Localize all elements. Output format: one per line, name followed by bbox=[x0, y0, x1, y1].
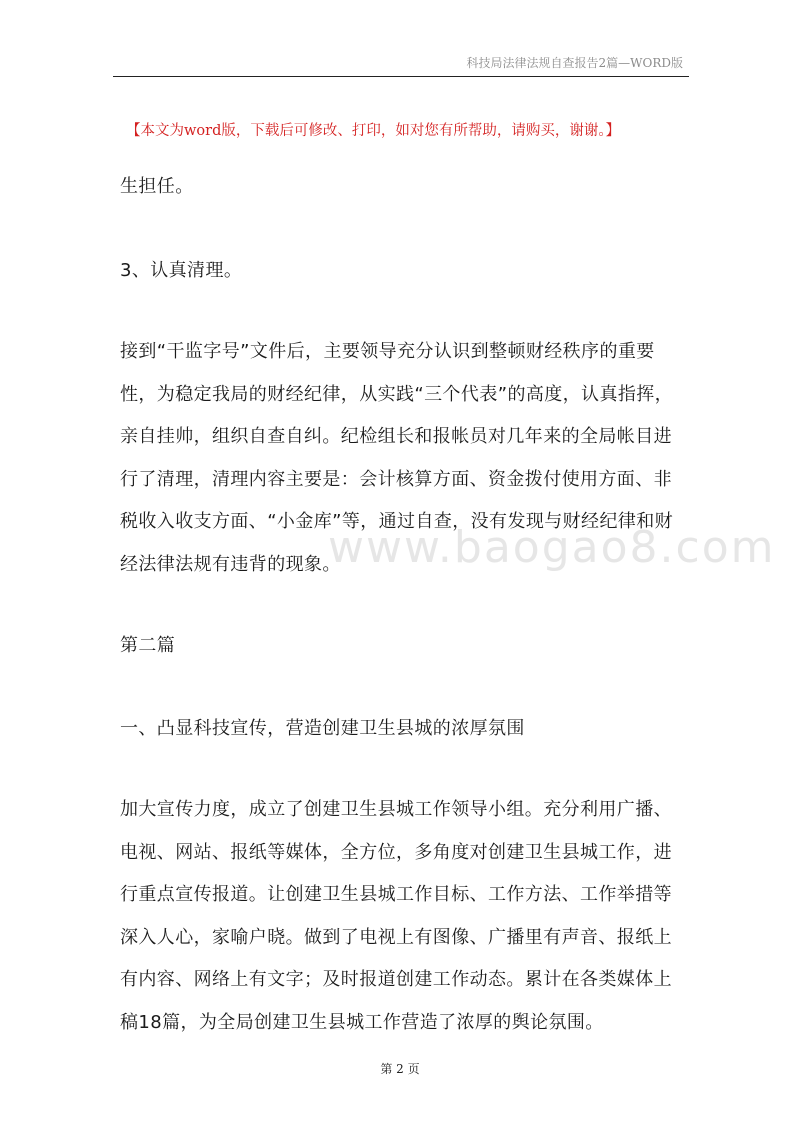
paragraph-line: 电视、网站、报纸等媒体，全方位，多角度对创建卫生县城工作，进 bbox=[120, 841, 672, 863]
section-title: 第二篇 bbox=[120, 635, 176, 656]
paragraph-line: 税收入收支方面、“小金库”等，通过自查，没有发现与财经纪律和财 bbox=[120, 511, 674, 532]
paragraph-line: 行重点宣传报道。让创建卫生县城工作目标、工作方法、工作举措等 bbox=[120, 884, 672, 905]
paragraph-line: 深入人心，家喻户晓。做到了电视上有图像、广播里有声音、报纸上 bbox=[120, 926, 672, 948]
header-divider bbox=[113, 76, 689, 77]
paragraph-line: 经法律法规有违背的现象。 bbox=[120, 553, 341, 575]
paragraph-line: 亲自挂帅，组织自查自纠。纪检组长和报帐员对几年来的全局帐目进 bbox=[120, 426, 672, 447]
heading-1-promotion: 一、凸显科技宣传，营造创建卫生县城的浓厚氛围 bbox=[120, 718, 525, 739]
paragraph-line: 行了清理，清理内容主要是：会计核算方面、资金拨付使用方面、非 bbox=[120, 468, 672, 490]
paragraph-line: 接到“干监字号”文件后，主要领导充分认识到整顿财经秩序的重要 bbox=[120, 341, 655, 362]
watermark-text: www.baogao8.com bbox=[328, 522, 776, 573]
continued-line: 生担任。 bbox=[120, 176, 194, 197]
page-number: 第 2 页 bbox=[380, 1062, 420, 1076]
paragraph-2 bbox=[120, 795, 695, 1050]
paragraph-line: 有内容、网络上有文字；及时报道创建工作动态。累计在各类媒体上 bbox=[120, 969, 672, 990]
document-header-title: 科技局法律法规自查报告2篇—WORD版 bbox=[466, 56, 683, 70]
download-notice: 【本文为word版，下载后可修改、打印，如对您有所帮助，请购买，谢谢。】 bbox=[126, 123, 621, 139]
paragraph-line: 稿18篇，为全局创建卫生县城工作营造了浓厚的舆论氛围。 bbox=[120, 1011, 604, 1033]
paragraph-line: 加大宣传力度，成立了创建卫生县城工作领导小组。充分利用广播、 bbox=[120, 799, 672, 820]
heading-3-clean-up: 3、认真清理。 bbox=[120, 260, 243, 281]
paragraph-line: 性，为稳定我局的财经纪律，从实践“三个代表”的高度，认真指挥， bbox=[120, 383, 674, 405]
